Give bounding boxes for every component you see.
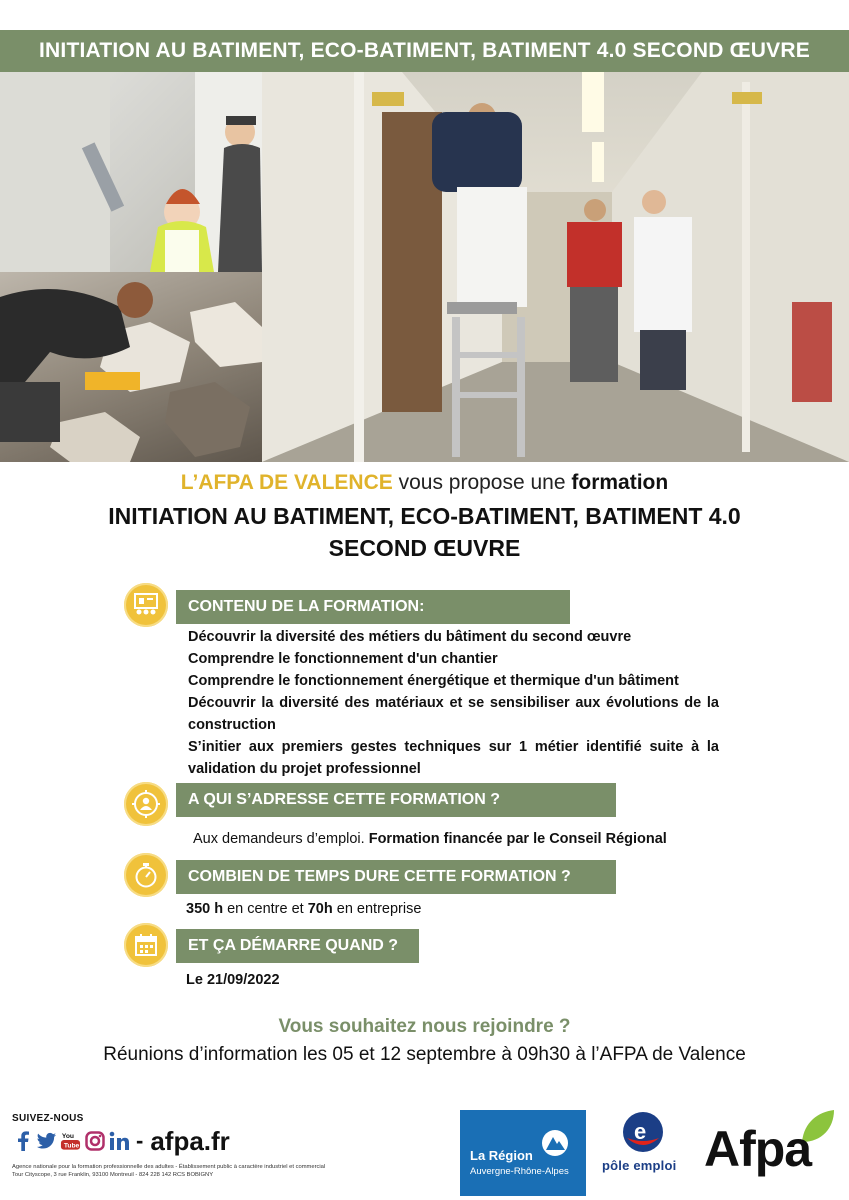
region-subtitle: Auvergne-Rhône-Alpes	[470, 1166, 569, 1177]
follow-us-label: SUIVEZ-NOUS	[12, 1113, 84, 1124]
intro-middle: vous propose une	[392, 471, 572, 494]
photo-tiling-floor	[0, 272, 262, 462]
start-date-text: Le 21/09/2022	[186, 972, 280, 988]
pole-emploi-emblem-icon	[600, 1110, 686, 1156]
photo-collage	[0, 72, 849, 462]
linkedin-icon[interactable]	[108, 1131, 129, 1152]
public-text-regular: Aux demandeurs d’emploi.	[193, 831, 369, 847]
footer-dash: -	[136, 1128, 144, 1153]
intro-line	[0, 470, 849, 496]
afpa-logo	[700, 1108, 840, 1188]
svg-text:You: You	[61, 1133, 75, 1141]
heading-contenu-label: CONTENU DE LA FORMATION:	[188, 598, 425, 615]
public-text	[193, 828, 793, 850]
afpa-wordmark: Afpa	[704, 1121, 812, 1177]
duration-text	[186, 898, 686, 920]
list-item: Découvrir la diversité des métiers du bâtiment du second œuvre	[188, 629, 632, 645]
heading-public-label: A QUI S’ADRESSE CETTE FORMATION ?	[188, 791, 501, 808]
organisation-name: L’AFPA DE VALENCE	[180, 471, 393, 494]
information-meetings: Réunions d’information les 05 et 12 septembre à 09h30 à l’AFPA de Valence	[103, 1044, 746, 1065]
course-title-line1: INITIATION AU BATIMENT, ECO-BATIMENT, BATIMENT 4.0	[108, 503, 741, 529]
section-heading-public	[176, 783, 616, 817]
hours-entreprise: 70h	[307, 901, 333, 917]
pole-emploi-logo	[600, 1110, 686, 1186]
website-link[interactable]: afpa.fr	[150, 1125, 230, 1156]
list-item: Découvrir la diversité des matériaux et se sensibiliser aux évolutions de la construction	[188, 695, 719, 733]
list-item: Comprendre le fonctionnement énergétique et thermique d'un bâtiment	[188, 673, 679, 689]
heading-duree-label: COMBIEN DE TEMPS DURE CETTE FORMATION ?	[188, 868, 571, 885]
entreprise-text: en entreprise	[332, 901, 422, 917]
youtube-icon[interactable]	[60, 1131, 81, 1152]
training-board-icon	[124, 583, 168, 627]
top-banner	[0, 30, 849, 72]
twitter-icon[interactable]	[36, 1131, 57, 1152]
region-name: La Région	[470, 1148, 533, 1163]
stopwatch-icon	[124, 853, 168, 897]
public-text-bold: Formation financée par le Conseil Régional	[368, 831, 667, 847]
svg-text:Tube: Tube	[63, 1142, 80, 1150]
headline	[0, 470, 849, 564]
svg-text:e: e	[634, 1119, 647, 1144]
pole-emploi-label: pôle emploi	[602, 1158, 677, 1173]
section-heading-contenu	[176, 590, 570, 624]
section-heading-duree	[176, 860, 616, 894]
instagram-icon[interactable]	[84, 1131, 105, 1152]
intro-formation-word: formation	[571, 471, 669, 494]
list-item: Comprendre le fonctionnement d'un chantier	[188, 651, 498, 667]
legal-line-1: Agence nationale pour la formation professionnelle des adultes - Établissement public à caractère industriel et commercial	[12, 1164, 326, 1170]
photo-apprentices-painting	[0, 72, 262, 272]
centre-text: en centre et	[223, 901, 308, 917]
content-list	[188, 626, 719, 780]
heading-demarrage-label: ET ÇA DÉMARRE QUAND ?	[188, 937, 399, 954]
list-item: S’initier aux premiers gestes techniques sur 1 métier identifié suite à la validation du projet professionnel	[188, 739, 719, 777]
join-title: Vous souhaitez nous rejoindre ?	[278, 1016, 571, 1037]
legal-line-2: Tour Cityscope, 3 rue Franklin, 93100 Montreuil - 824 228 142 RCS BOBIGNY	[12, 1172, 214, 1178]
legal-mentions	[12, 1163, 392, 1179]
hours-centre: 350 h	[186, 901, 224, 917]
photo-construction-site	[262, 72, 849, 462]
facebook-icon[interactable]	[12, 1131, 33, 1152]
social-row	[12, 1127, 230, 1155]
course-title-line2: SECOND ŒUVRE	[328, 535, 521, 561]
region-emblem-icon	[538, 1128, 572, 1158]
target-person-icon	[124, 782, 168, 826]
banner-title: INITIATION AU BATIMENT, ECO-BATIMENT, BATIMENT 4.0 SECOND ŒUVRE	[39, 39, 810, 62]
section-heading-demarrage	[176, 929, 419, 963]
calendar-icon	[124, 923, 168, 967]
region-logo	[460, 1110, 586, 1196]
